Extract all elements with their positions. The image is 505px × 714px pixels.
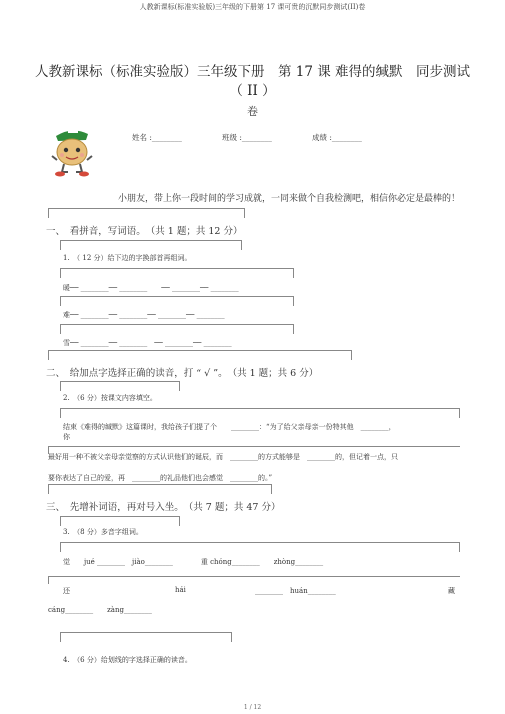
intro-text: 小朋友，带上你一段时间的学习成就，一同来做个自我检测吧，相信你必定是最棒的！ [118, 194, 461, 204]
page-title-suffix: 卷 [247, 105, 258, 118]
mascot-head [57, 139, 87, 165]
section2-heading: 二、 给加点字选择正确的读音，打 “ √ ”。 （共 1 题；共 6 分） [46, 368, 319, 379]
question2-line-1[interactable]: 结束《难得的缄默》这篇课时，我给孩子们提了个 ________：“为了给父亲母亲一份特其他 ________， [63, 423, 396, 431]
question1-answer-box-3 [60, 324, 294, 334]
page-header: 人教新课标(标准实验版)三年级的下册第 17 课可贵的沉默同步测试(II)卷 [139, 3, 366, 11]
section2-header-box [48, 350, 352, 360]
question4-prompt: 4. （6 分）给划线的字选择正确的读音。 [63, 656, 192, 664]
page-number: 1 / 12 [243, 704, 262, 711]
score-field[interactable]: 成绩 :________ [312, 133, 362, 142]
question1-row-2[interactable]: 难── ________── ________── ________── ________ [63, 311, 225, 319]
question1-answer-box-1 [60, 268, 294, 278]
question3-answer-box [60, 542, 460, 552]
question3-box [60, 516, 180, 526]
question2-line-3[interactable]: 要你表达了自己的爱，再 ________的礼品他们也会感觉 ________的。” [48, 474, 273, 482]
question3-line-2-blanks[interactable]: ________ huán________ [255, 587, 336, 595]
section3-header-box [48, 484, 272, 494]
question1-row-3[interactable]: 雪── ________── ________ ── ________── ________ [63, 339, 232, 347]
section3-heading: 三、 先增补词语，再对号入坐。 （共 7 题；共 47 分） [46, 502, 281, 513]
page-title: 人教新课标（标准实验版）三年级下册 第 17 课 难得的缄默 同步测试 [34, 64, 471, 80]
question2-line-2[interactable]: 最好用一种不被父亲母亲觉察的方式认识他们的诞辰，而 ________的方式能够是 ________的，但记着一点，只 [48, 453, 398, 461]
question1-box [60, 240, 242, 250]
question3-prompt: 3. （8 分）多音字组词。 [63, 528, 143, 536]
question1-row-1[interactable]: 暖── ________── ________ ── ________── ________ [63, 284, 239, 292]
question4-box [60, 632, 232, 642]
question3-line-1[interactable]: 觉 jué ________ jiào________ 重 chóng________ zhòng________ [63, 558, 324, 566]
student-name-field[interactable]: 姓名 :________ [132, 133, 182, 142]
question3-line-2-char: 还 [63, 587, 70, 595]
question2-line-1-end: 你 [63, 433, 70, 441]
class-field[interactable]: 班级 :________ [222, 133, 272, 142]
question2-box [60, 381, 180, 391]
question2-answer-box [60, 408, 460, 418]
question1-answer-box-2 [60, 296, 294, 306]
question1-prompt: 1. （ 12 分）给下边的字换部首再组词。 [63, 254, 192, 262]
question3-line-2-char-right: 藏 [448, 587, 455, 595]
section1-heading: 一、 看拼音，写词语。 （共 1 题；共 12 分） [46, 226, 243, 237]
section1-header-box [48, 208, 245, 218]
mascot-illustration [48, 126, 96, 178]
question3-line-2-pinyin: hái [175, 586, 186, 594]
question3-line-3[interactable]: cáng________ zàng________ [48, 606, 152, 614]
question2-prompt: 2. （6 分）按课文内容填空。 [63, 394, 157, 402]
page-title-continued: （ II ） [229, 83, 276, 99]
